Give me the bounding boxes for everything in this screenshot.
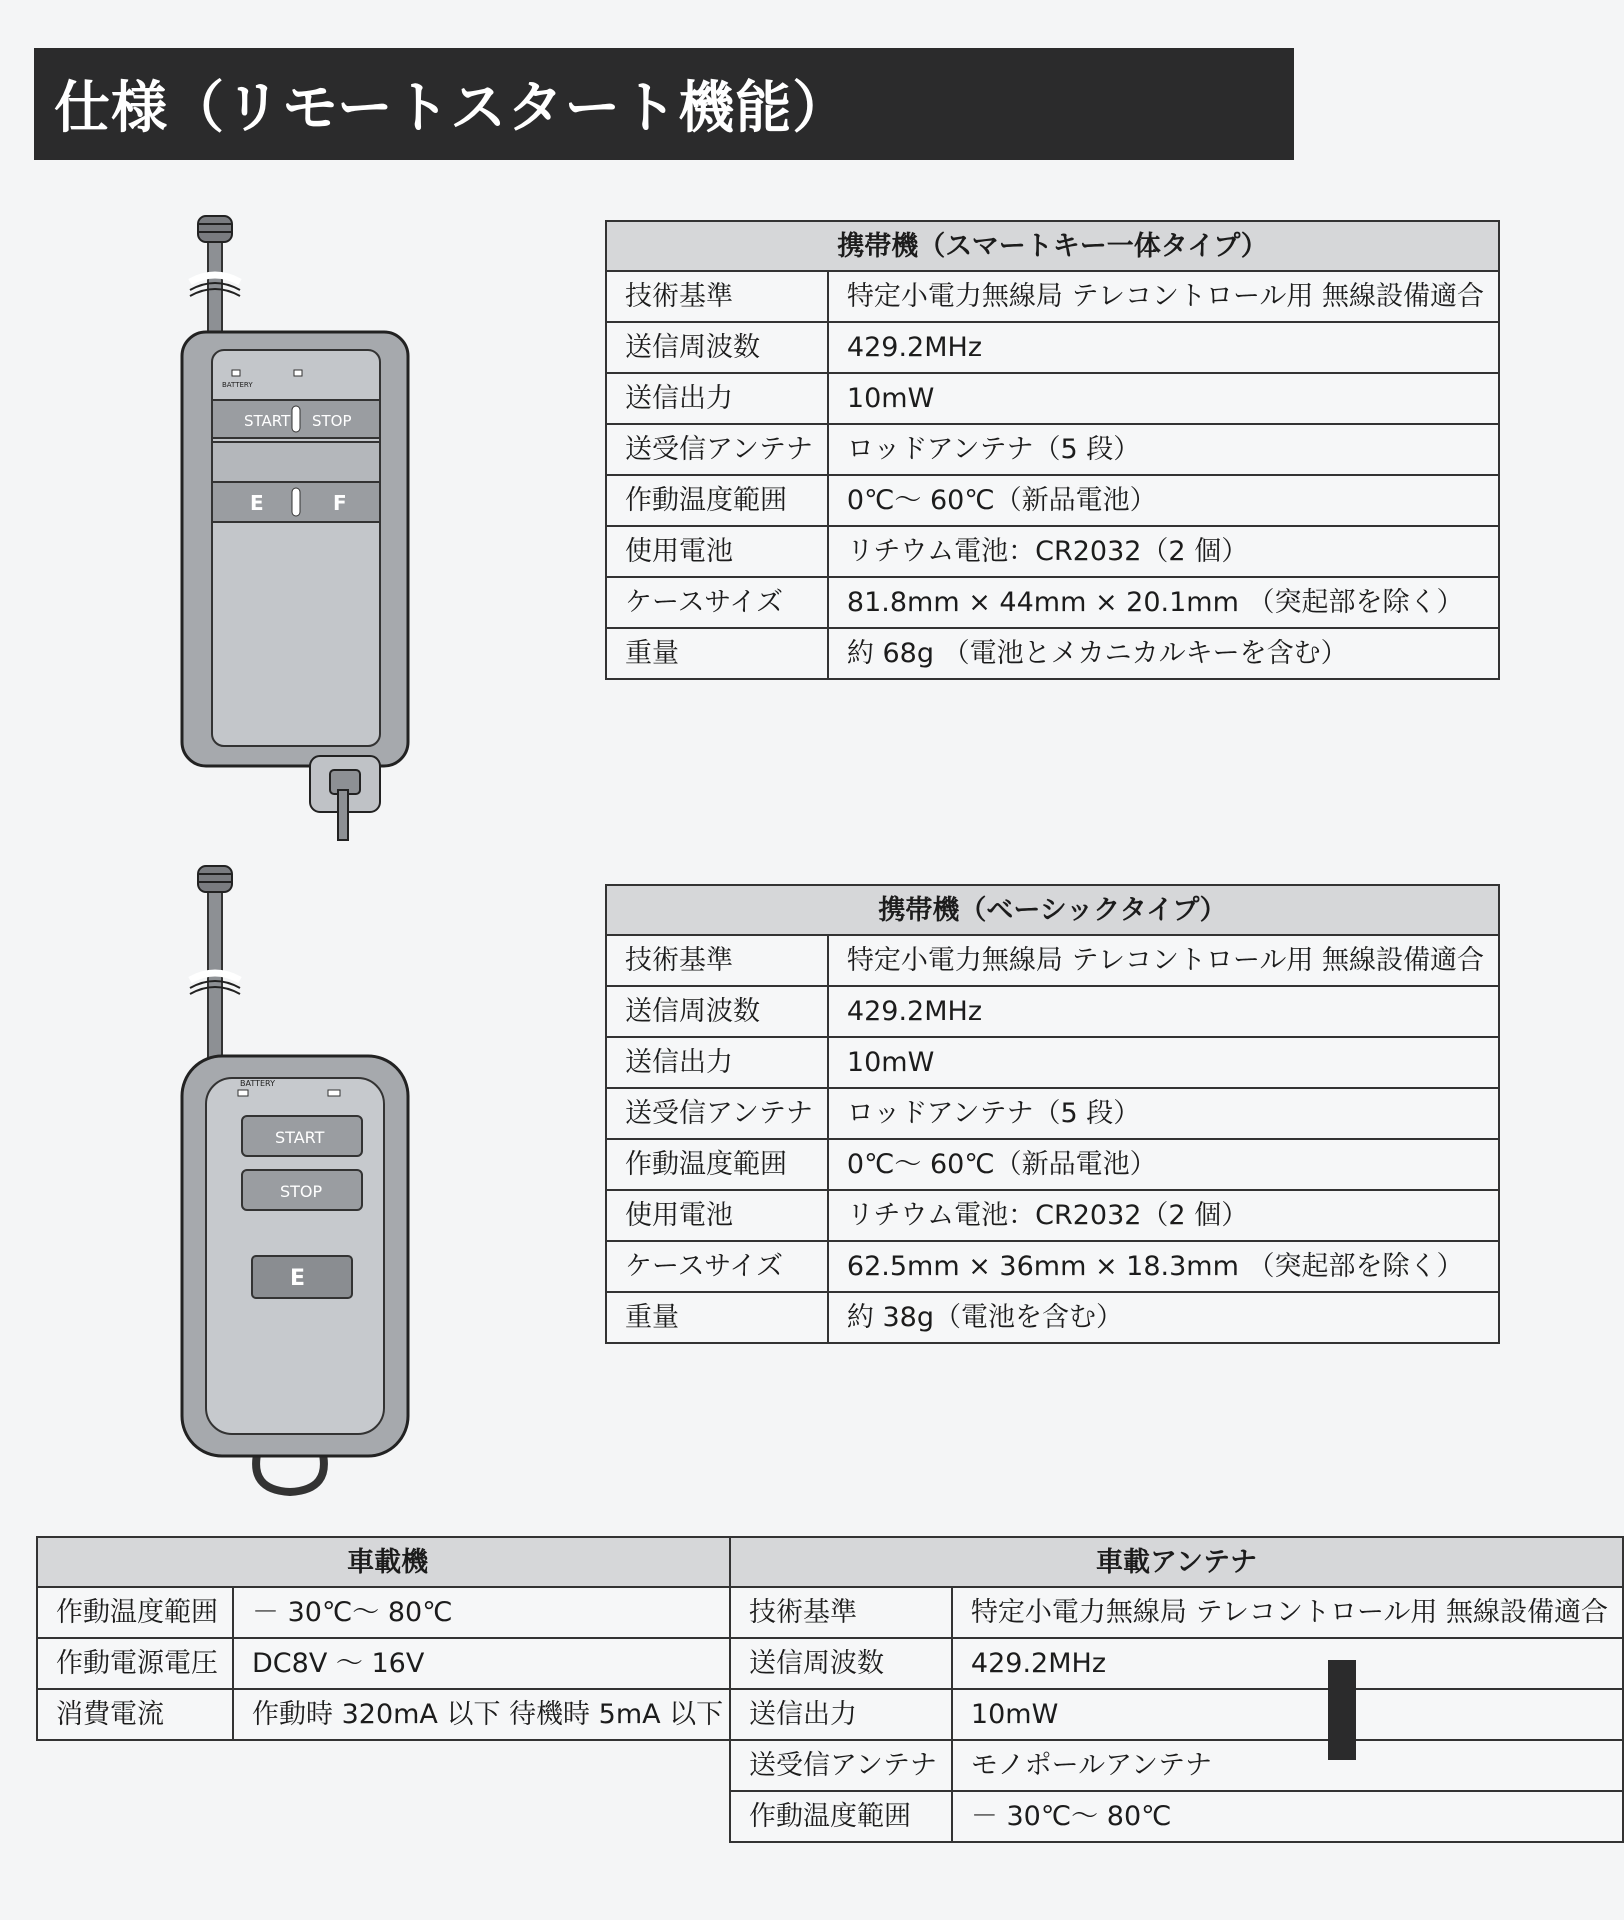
spec-value: 10mW bbox=[828, 1037, 1499, 1088]
spec-label: 使用電池 bbox=[606, 526, 828, 577]
vehicle-antenna-spec-table bbox=[729, 1536, 1624, 1843]
f-button[interactable]: F bbox=[333, 491, 347, 515]
e-button-basic[interactable]: E bbox=[290, 1266, 306, 1291]
table-row bbox=[730, 1791, 1623, 1842]
spec-label: 作動温度範囲 bbox=[730, 1791, 952, 1842]
table-row bbox=[606, 271, 1499, 322]
spec-value: 0℃～ 60℃（新品電池） bbox=[828, 1139, 1499, 1190]
spec-value: 特定小電力無線局 テレコントロール用 無線設備適合 bbox=[828, 271, 1499, 322]
spec-label: 技術基準 bbox=[606, 271, 828, 322]
page-title: 仕様（リモートスタート機能） bbox=[34, 48, 1294, 160]
spec-value: － 30℃～ 80℃ bbox=[952, 1791, 1623, 1842]
table-row bbox=[606, 986, 1499, 1037]
spec-label: 送受信アンテナ bbox=[606, 424, 828, 475]
table-row bbox=[606, 1037, 1499, 1088]
smart-key-remote-illustration bbox=[170, 210, 440, 850]
spec-value: 作動時 320mA 以下 待機時 5mA 以下 bbox=[233, 1689, 738, 1740]
table-row bbox=[606, 1139, 1499, 1190]
spec-label: 技術基準 bbox=[606, 935, 828, 986]
table-title: 車載アンテナ bbox=[730, 1537, 1623, 1587]
table-row bbox=[730, 1638, 1623, 1689]
basic-spec-table bbox=[605, 884, 1500, 1344]
table-row bbox=[606, 1088, 1499, 1139]
table-row bbox=[606, 322, 1499, 373]
table-row bbox=[37, 1689, 738, 1740]
spec-label: 作動電源電圧 bbox=[37, 1638, 233, 1689]
spec-value: リチウム電池：CR2032（2 個） bbox=[828, 1190, 1499, 1241]
spec-label: 使用電池 bbox=[606, 1190, 828, 1241]
spec-label: 重量 bbox=[606, 1292, 828, 1343]
table-row bbox=[606, 424, 1499, 475]
spec-label: ケースサイズ bbox=[606, 1241, 828, 1292]
table-row bbox=[606, 628, 1499, 679]
table-row bbox=[606, 1241, 1499, 1292]
spec-value: 特定小電力無線局 テレコントロール用 無線設備適合 bbox=[952, 1587, 1623, 1638]
spec-value: 81.8mm × 44mm × 20.1mm （突起部を除く） bbox=[828, 577, 1499, 628]
table-row bbox=[606, 373, 1499, 424]
spec-label: 送信周波数 bbox=[606, 322, 828, 373]
spec-label: 重量 bbox=[606, 628, 828, 679]
table-row bbox=[37, 1638, 738, 1689]
spec-value: リチウム電池：CR2032（2 個） bbox=[828, 526, 1499, 577]
spec-label: 送信出力 bbox=[606, 1037, 828, 1088]
spec-value: DC8V ～ 16V bbox=[233, 1638, 738, 1689]
spec-label: 送信出力 bbox=[606, 373, 828, 424]
stop-button[interactable]: STOP bbox=[312, 412, 352, 430]
e-button[interactable]: E bbox=[250, 491, 264, 515]
spec-label: 送信周波数 bbox=[606, 986, 828, 1037]
table-row bbox=[606, 935, 1499, 986]
spec-value: 62.5mm × 36mm × 18.3mm （突起部を除く） bbox=[828, 1241, 1499, 1292]
table-title: 車載機 bbox=[37, 1537, 738, 1587]
section-index-tab bbox=[1328, 1660, 1356, 1760]
table-title: 携帯機（スマートキー一体タイプ） bbox=[606, 221, 1499, 271]
table-row bbox=[730, 1740, 1623, 1791]
table-title: 携帯機（ベーシックタイプ） bbox=[606, 885, 1499, 935]
table-row bbox=[606, 577, 1499, 628]
spec-value: 約 68g （電池とメカニカルキーを含む） bbox=[828, 628, 1499, 679]
spec-label: 作動温度範囲 bbox=[606, 1139, 828, 1190]
spec-label: 送受信アンテナ bbox=[606, 1088, 828, 1139]
battery-label-basic: BATTERY bbox=[240, 1079, 275, 1088]
basic-remote-illustration bbox=[170, 860, 430, 1500]
spec-value: 429.2MHz bbox=[952, 1638, 1623, 1689]
start-button[interactable]: START bbox=[244, 412, 291, 430]
table-row bbox=[606, 526, 1499, 577]
table-row bbox=[37, 1587, 738, 1638]
spec-value: ロッドアンテナ（5 段） bbox=[828, 424, 1499, 475]
spec-value: 429.2MHz bbox=[828, 986, 1499, 1037]
smart-key-spec-table bbox=[605, 220, 1500, 680]
table-row bbox=[730, 1587, 1623, 1638]
spec-value: 約 38g（電池を含む） bbox=[828, 1292, 1499, 1343]
start-button-basic[interactable]: START bbox=[275, 1128, 325, 1147]
vehicle-unit-spec-table bbox=[36, 1536, 739, 1741]
table-row bbox=[606, 1292, 1499, 1343]
spec-label: 技術基準 bbox=[730, 1587, 952, 1638]
stop-button-basic[interactable]: STOP bbox=[280, 1182, 323, 1201]
spec-label: ケースサイズ bbox=[606, 577, 828, 628]
spec-value: ロッドアンテナ（5 段） bbox=[828, 1088, 1499, 1139]
spec-label: 送信周波数 bbox=[730, 1638, 952, 1689]
spec-value: － 30℃～ 80℃ bbox=[233, 1587, 738, 1638]
spec-value: 0℃～ 60℃（新品電池） bbox=[828, 475, 1499, 526]
spec-value: 特定小電力無線局 テレコントロール用 無線設備適合 bbox=[828, 935, 1499, 986]
spec-label: 作動温度範囲 bbox=[606, 475, 828, 526]
table-row bbox=[606, 1190, 1499, 1241]
spec-label: 送信出力 bbox=[730, 1689, 952, 1740]
table-row bbox=[730, 1689, 1623, 1740]
spec-value: 10mW bbox=[828, 373, 1499, 424]
table-row bbox=[606, 475, 1499, 526]
spec-label: 作動温度範囲 bbox=[37, 1587, 233, 1638]
spec-label: 送受信アンテナ bbox=[730, 1740, 952, 1791]
spec-value: 429.2MHz bbox=[828, 322, 1499, 373]
spec-value: モノポールアンテナ bbox=[952, 1740, 1623, 1791]
battery-label: BATTERY bbox=[222, 381, 253, 389]
spec-value: 10mW bbox=[952, 1689, 1623, 1740]
spec-label: 消費電流 bbox=[37, 1689, 233, 1740]
